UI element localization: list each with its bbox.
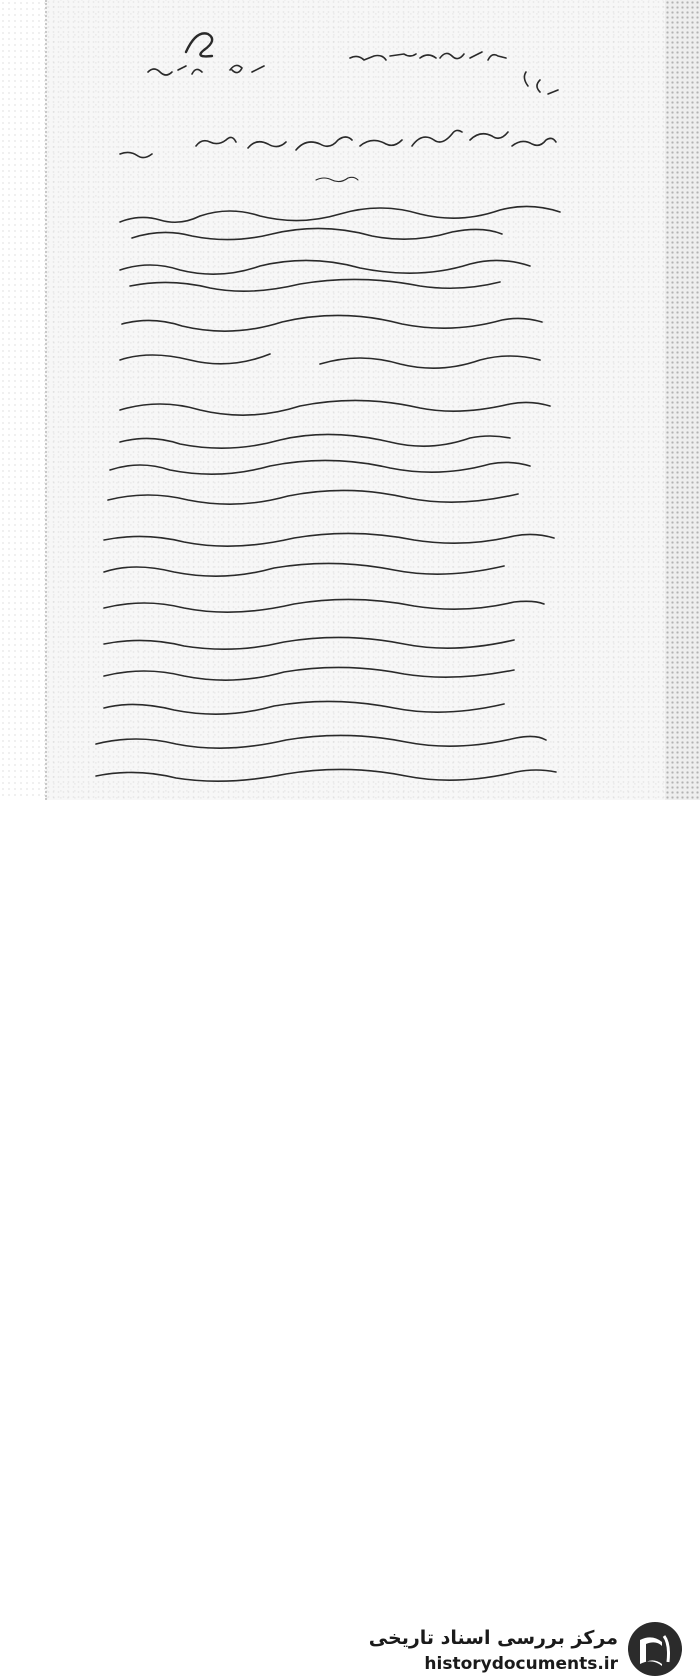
handwriting-strokes xyxy=(0,0,700,806)
handwritten-body xyxy=(96,206,560,781)
reference-number-block xyxy=(148,33,558,94)
watermark-site-name: مرکز بررسی اسناد تاریخی xyxy=(368,1627,618,1649)
book-emblem-icon xyxy=(626,1620,684,1678)
handwritten-title xyxy=(120,130,556,181)
watermark-footer xyxy=(0,806,700,1674)
watermark-site-url: historydocuments.ir xyxy=(424,1654,618,1674)
